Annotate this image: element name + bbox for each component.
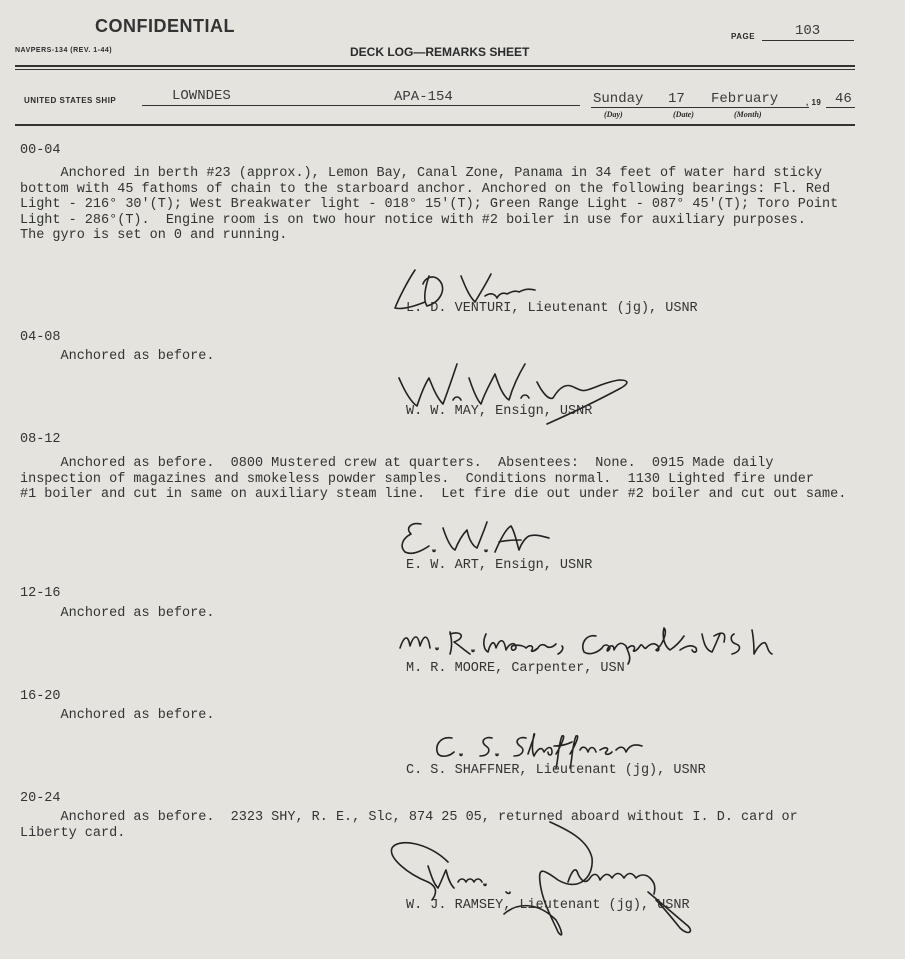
watch-08-12: 08-12 <box>20 432 61 447</box>
month-caption: (Month) <box>734 110 762 119</box>
watch-00-04: 00-04 <box>20 143 61 158</box>
signature-name-shaffner: C. S. SHAFFNER, Lieutenant (jg), USNR <box>406 763 706 778</box>
ship-label: UNITED STATES SHIP <box>24 96 117 105</box>
page-number-line <box>762 40 854 41</box>
watch-16-20: 16-20 <box>20 689 61 704</box>
entry-08-12-text: Anchored as before. 0800 Mustered crew at quarters. Absentees: None. 0915 Made daily inspection of magazines and smokeless powder samples. Conditions normal. 1130 Lighted fire under #1 boiler and cut in same on auxiliary steam line. Let fire die out under #2 boiler and cut out same. <box>20 456 847 502</box>
entry-20-24-text: Anchored as before. 2323 SHY, R. E., Slc, 874 25 05, returned aboard without I. D. card or Liberty card. <box>20 810 798 841</box>
date-line <box>591 107 809 108</box>
sheet-title: DECK LOG—REMARKS SHEET <box>350 45 530 59</box>
ship-name-line <box>142 105 580 106</box>
signature-name-moore: M. R. MOORE, Carpenter, USN <box>406 661 625 676</box>
signature-name-ramsey: W. J. RAMSEY, Lieutenant (jg), USNR <box>406 898 690 913</box>
ship-name: LOWNDES <box>172 88 231 104</box>
year-line <box>826 107 855 108</box>
header-rule-bottom <box>15 69 855 70</box>
date-value: 17 <box>668 91 685 107</box>
watch-20-24: 20-24 <box>20 791 61 806</box>
month-value: February <box>711 91 779 107</box>
watch-12-16: 12-16 <box>20 586 61 601</box>
signature-name-art: E. W. ART, Ensign, USNR <box>406 558 593 573</box>
header-rule-top <box>15 65 855 67</box>
entry-04-08-text: Anchored as before. <box>20 349 215 364</box>
page-number: 103 <box>795 23 821 39</box>
watch-04-08: 04-08 <box>20 330 61 345</box>
signature-name-may: W. W. MAY, Ensign, USNR <box>406 404 593 419</box>
page-label: PAGE <box>731 32 756 41</box>
signature-name-venturi: L. D. VENTURI, Lieutenant (jg), USNR <box>406 301 698 316</box>
day-value: Sunday <box>593 91 644 107</box>
date-caption: (Date) <box>673 110 694 119</box>
ship-designation: APA-154 <box>394 89 453 105</box>
day-caption: (Day) <box>604 110 623 119</box>
form-number: NAVPERS-134 (REV. 1-44) <box>15 47 113 54</box>
signature-moore <box>396 624 796 664</box>
signature-ramsey <box>388 822 708 942</box>
year-value: 46 <box>835 91 852 107</box>
entry-16-20-text: Anchored as before. <box>20 708 215 723</box>
header-bottom-rule <box>15 124 855 126</box>
year-prefix: , 19 <box>806 98 822 107</box>
confidential-heading: CONFIDENTIAL <box>95 16 235 36</box>
entry-12-16-text: Anchored as before. <box>20 606 215 621</box>
entry-00-04-text: Anchored in berth #23 (approx.), Lemon Bay, Canal Zone, Panama in 34 feet of water hard sticky bottom with 45 fathoms of chain to the starboard anchor. Anchored on the following bearings: Fl. Red Light - 216° 30'(T); West Breakwater light - 018° 15'(T); Green Range Light - 087° 45'(T); Toro Point Light - 286°(T). Engine room is on two hour notice with #2 boiler in use for auxiliary purposes. The gyro is set on 0 and running. <box>20 166 839 243</box>
